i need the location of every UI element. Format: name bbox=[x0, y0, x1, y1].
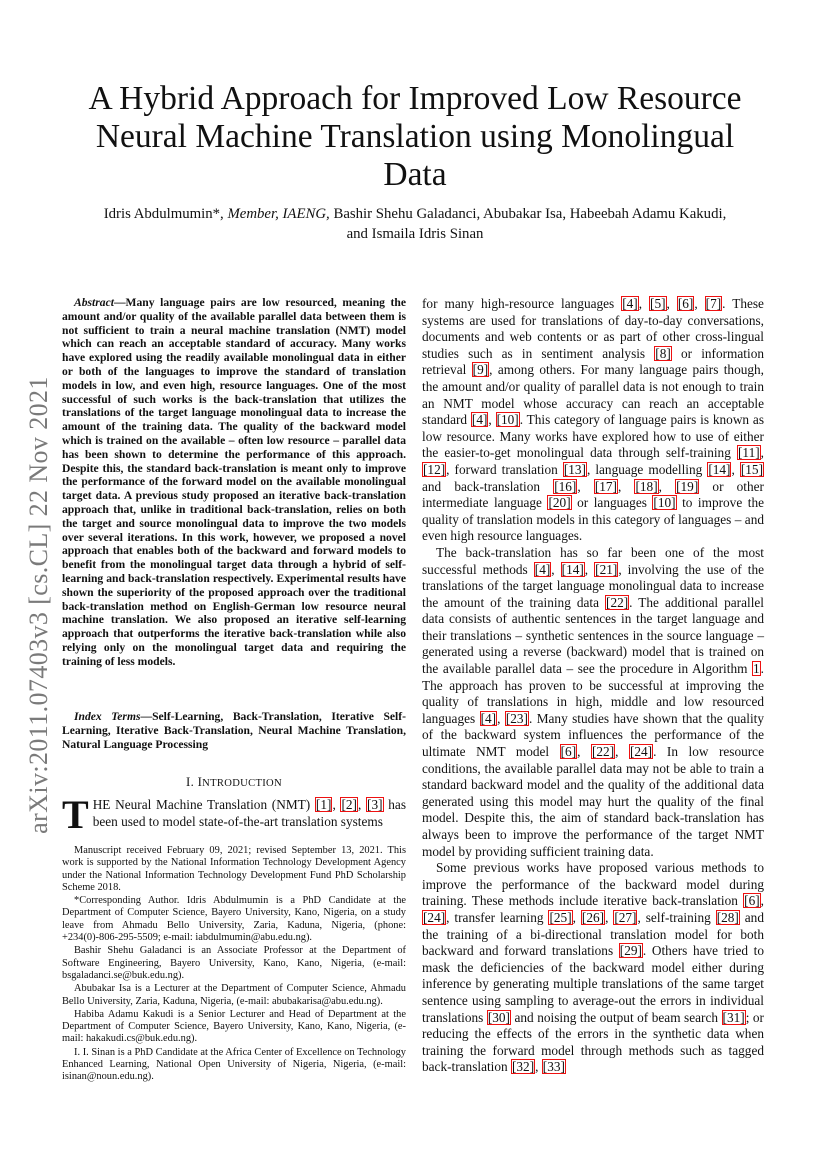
body-paragraph bbox=[422, 545, 764, 860]
body-paragraph bbox=[422, 860, 764, 1076]
introduction-text bbox=[62, 792, 406, 837]
body-text: . Many studies have shown that the quality of the backward system influences the performance of the ultimate NMT model bbox=[422, 710, 764, 760]
intro-text: , bbox=[332, 797, 341, 812]
citation-link[interactable]: [28] bbox=[716, 909, 739, 925]
body-text: , bbox=[666, 296, 677, 311]
index-terms bbox=[62, 710, 406, 751]
body-text: . This category of language pairs is known as low resource. Many works have explored how to use of either the easier-to-get monolingual data through self-training bbox=[422, 412, 764, 461]
author-text: Idris Abdulmumin*, bbox=[103, 206, 228, 222]
body-text: for many high-resource languages bbox=[422, 296, 622, 311]
citation-link[interactable]: [10] bbox=[653, 495, 676, 511]
citation-link[interactable]: [16] bbox=[554, 478, 577, 494]
body-text: , forward translation bbox=[446, 461, 563, 477]
citation-link[interactable]: [4] bbox=[480, 710, 497, 726]
citation-link[interactable]: [6] bbox=[560, 744, 577, 760]
citation-link[interactable]: [19] bbox=[676, 478, 699, 494]
author-membership: Member, IAENG, bbox=[227, 206, 330, 222]
citation-link[interactable]: [26] bbox=[581, 909, 605, 925]
citation-link[interactable]: [22] bbox=[606, 594, 629, 610]
body-text: , bbox=[551, 561, 561, 577]
footnote: *Corresponding Author. Idris Abdulmumin is a PhD Candidate at the Department of Computer Science, Bayero University, Kano, Nigeria, on a study leave from Ahmadu Bello University, Zaria, Kaduna, Nigeria, (phone: +234(0)-806-295-5509; e-mail: iabdulmumin@abu.edu.ng). bbox=[62, 895, 406, 944]
citation-link[interactable]: [12] bbox=[423, 461, 446, 477]
body-text: , bbox=[577, 744, 591, 760]
body-text: , bbox=[760, 893, 764, 909]
citation-link[interactable]: [25] bbox=[549, 909, 572, 925]
citation-link[interactable]: 1 bbox=[753, 661, 760, 677]
body-text: , bbox=[617, 478, 635, 494]
citation-link[interactable]: [24] bbox=[423, 909, 446, 925]
body-text: or other intermediate language bbox=[422, 478, 764, 511]
footnote: Abubakar Isa is a Lecturer at the Department of Computer Science, Ahmadu Bello University, Zaria, Kaduna, Nigeria, (e-mail: abubakarisa@abu.edu.ng). bbox=[62, 983, 406, 1007]
citation-link[interactable]: [14] bbox=[561, 561, 584, 577]
abstract-text: —Many language pairs are low resourced, meaning the amount and/or quality of the available parallel data between them is not sufficient to train a neural machine translation (NMT) model which can reach an acceptable standard of accuracy. Many works have explored using the readily available monolingual data in either or both of the languages to improve the standard of translation models in low, and even high, resource languages. One of the most successful of such works is the back-translation that utilizes the translations of the target language monolingual data to increase the amount of the training data. The quality of the backward model which is trained on the available – often low resource – parallel data has been shown to determine the performance of this approach. Despite this, the standard back-translation is meant only to improve the performance of the forward model on the available monolingual target data. A previous study proposed an iterative back-translation approach that, unlike in traditional back-translation, relies on both the target and source monolingual data to improve the two models over several iterations. In this work, however, we proposed a novel approach that enables both of the backward and forward models to benefit from the monolingual target data through a hybrid of self-learning and back-translation respectively. Experimental results have shown the superiority of the proposed approach over the traditional back-translation method on English-German low resource neural machine translation. We also proposed an iterative self-learning approach that outperforms the iterative back-translation while also relying only on the monolingual target data and requiring the training of less models. bbox=[62, 296, 406, 668]
body-text: , bbox=[658, 478, 676, 494]
section-title-rest: NTRODUCTION bbox=[202, 778, 282, 789]
citation-link[interactable]: [22] bbox=[591, 744, 615, 760]
footnotes bbox=[62, 845, 406, 1085]
citation-link[interactable]: [33] bbox=[542, 1059, 565, 1075]
body-text: , bbox=[535, 1059, 542, 1075]
abstract bbox=[62, 296, 406, 669]
body-text: . The additional parallel data consists of authentic sentences in the target language and their translations – synthetic sentences in the source language – generated using a reverse (backward) model that is trained on the available parallel data – see the procedure in Algorithm bbox=[422, 594, 764, 677]
body-text: , bbox=[731, 461, 740, 477]
intro-paragraph bbox=[62, 792, 406, 837]
author-text: Bashir Shehu Galadanci, Abubakar Isa, Habeebah Adamu Kakudi, bbox=[329, 206, 727, 222]
author-list bbox=[60, 204, 770, 244]
arxiv-stamp-text: arXiv:2011.07403v3 [cs.CL] 22 Nov 2021 bbox=[24, 376, 53, 834]
right-column-body bbox=[422, 296, 764, 1076]
abstract-paragraph bbox=[62, 296, 406, 669]
body-text: and noising the output of beam search bbox=[510, 1009, 722, 1025]
body-text: . These systems are used for translations of day-to-day conversations, documents and web contents or as part of other cross-lingual studies such as in sentiment analysis bbox=[422, 296, 764, 361]
citation-link[interactable]: [24] bbox=[629, 744, 653, 760]
intro-text: has been used to model state-of-the-art translation systems bbox=[92, 797, 406, 829]
body-text: and the training of a bi-directional translation model for both backward and forward translations bbox=[422, 909, 764, 959]
intro-text: , bbox=[358, 797, 367, 812]
body-text: , transfer learning bbox=[446, 909, 549, 925]
body-text: Some previous works have proposed various methods to improve the performance of the backward model during training. These methods include iterative back-translation bbox=[422, 860, 764, 909]
index-terms-paragraph bbox=[62, 710, 406, 751]
body-text: , involving the use of the translations of the target language monolingual data to increase the amount of the training data bbox=[422, 561, 765, 610]
citation-link[interactable]: [27] bbox=[614, 909, 637, 925]
citation-link[interactable]: [15] bbox=[740, 461, 764, 477]
body-text: to improve the quality of translation models in this category of languages – and even high resource languages. bbox=[422, 495, 764, 544]
citation-link[interactable]: [8] bbox=[655, 345, 671, 361]
citation-link[interactable]: [1] bbox=[315, 797, 332, 812]
section-number: I. bbox=[186, 775, 198, 789]
body-text: , bbox=[638, 296, 650, 311]
citation-link[interactable]: [4] bbox=[471, 412, 488, 428]
body-text: , language modelling bbox=[586, 461, 708, 477]
citation-link[interactable]: [32] bbox=[511, 1059, 535, 1075]
footnote: I. I. Sinan is a PhD Candidate at the Africa Center of Excellence on Technology Enhanced Learning, National Open University of Nigeria, Nigeria, (e-mail: isinan@noun.edu.ng). bbox=[62, 1046, 406, 1083]
citation-link[interactable]: [2] bbox=[341, 797, 357, 812]
abstract-label: Abstract bbox=[74, 296, 114, 309]
body-text: or information retrieval bbox=[422, 345, 764, 378]
citation-link[interactable]: [31] bbox=[722, 1009, 745, 1025]
footnote: Manuscript received February 09, 2021; revised September 13, 2021. This work is supported by the National Information Technology Development Agency under the National Information Technology Development Fund PhD Scholarship Scheme 2018. bbox=[62, 845, 406, 893]
citation-link[interactable]: [11] bbox=[738, 445, 760, 461]
citation-link[interactable]: [13] bbox=[563, 461, 586, 477]
arxiv-stamp bbox=[24, 362, 54, 848]
section-title-initial: I bbox=[197, 775, 203, 789]
footnote: Bashir Shehu Galadanci is an Associate Professor at the Department of Software Engineering, Bayero University, Kano, Kano, Nigeria, (e-mail: bsgaladanci.se@buk.edu.ng). bbox=[62, 945, 406, 981]
body-text: , bbox=[694, 296, 705, 311]
body-text: ; or reducing the effects of the errors in the synthetic data when training the forward model through methods such as tagged back-translation bbox=[422, 1009, 764, 1075]
body-text: and back-translation bbox=[422, 478, 554, 494]
citation-link[interactable]: [10] bbox=[496, 412, 519, 428]
citation-link[interactable]: [20] bbox=[548, 495, 571, 511]
citation-link[interactable]: [14] bbox=[708, 461, 731, 477]
body-text: . The approach has proven to be successful at improving the quality of translations in high, middle and low resourced languages bbox=[422, 661, 764, 726]
body-text: , bbox=[615, 744, 629, 760]
citation-link[interactable]: [21] bbox=[595, 561, 618, 577]
citation-link[interactable]: [9] bbox=[472, 362, 489, 378]
section-heading bbox=[62, 775, 406, 790]
citation-link[interactable]: [5] bbox=[650, 296, 666, 311]
body-text: , bbox=[584, 561, 595, 577]
body-text: , bbox=[577, 478, 594, 494]
body-text: . Others have tried to mask the deficiencies of the backward model either during inference by generating multiple translations of the same target sentence using sampling to average-out the errors in individual translations bbox=[422, 943, 764, 1025]
drop-cap: T bbox=[62, 792, 89, 837]
footnote: Habiba Adamu Kakudi is a Senior Lecturer and Head of Department at the Department of Computer Science, Bayero University, Kano, Kano, Nigeria, (e-mail: hakakudi.cs@buk.edu.ng). bbox=[62, 1008, 406, 1045]
citation-link[interactable]: [6] bbox=[677, 296, 694, 311]
body-text: , bbox=[605, 909, 614, 925]
body-text: or languages bbox=[571, 495, 653, 511]
index-terms-label: Index Terms bbox=[74, 710, 141, 723]
body-text: , bbox=[497, 710, 505, 726]
author-line-1 bbox=[60, 204, 770, 224]
citation-link[interactable]: [4] bbox=[622, 296, 638, 311]
citation-link[interactable]: [23] bbox=[505, 710, 528, 726]
citation-link[interactable]: [30] bbox=[487, 1009, 510, 1025]
body-text: , self-training bbox=[637, 909, 716, 925]
title-line: Data bbox=[383, 156, 447, 193]
author-line-2: and Ismaila Idris Sinan bbox=[346, 226, 484, 242]
citation-link[interactable]: [6] bbox=[744, 893, 760, 909]
body-text: , among others. For many language pairs though, the amount and/or quality of parallel data is not enough to train an NMT model whose accuracy can reach an acceptable standard bbox=[422, 362, 764, 428]
body-text: , bbox=[572, 909, 581, 925]
citation-link[interactable]: [4] bbox=[534, 561, 551, 577]
intro-text: HE Neural Machine Translation (NMT) bbox=[92, 797, 315, 812]
title-line: Neural Machine Translation using Monolingual bbox=[95, 118, 735, 155]
citation-link[interactable]: [17] bbox=[594, 478, 617, 494]
paper-title bbox=[60, 80, 770, 194]
citation-link[interactable]: [18] bbox=[635, 478, 658, 494]
body-paragraph bbox=[422, 296, 764, 545]
citation-link[interactable]: [7] bbox=[705, 296, 722, 311]
citation-link[interactable]: [3] bbox=[367, 797, 383, 812]
index-terms-text: —Self-Learning, Back-Translation, Iterative Self-Learning, Iterative Back-Translation, Neural Machine Translation, Natural Language Processing bbox=[62, 710, 406, 751]
body-text: , bbox=[760, 445, 764, 461]
title-line: A Hybrid Approach for Improved Low Resource bbox=[88, 80, 742, 117]
body-text: , bbox=[488, 412, 496, 428]
citation-link[interactable]: [29] bbox=[619, 943, 642, 959]
body-text: . In low resource conditions, the available parallel data may not be able to train a standard backward model and the quality of the additional data generated using this model may hurt the quality of the final model. Despite this, the aim of standard back-translation has always been to improve the performance of the target NMT model by providing sufficient training data. bbox=[422, 744, 764, 859]
body-text: The back-translation has so far been one of the most successful methods bbox=[422, 544, 764, 577]
